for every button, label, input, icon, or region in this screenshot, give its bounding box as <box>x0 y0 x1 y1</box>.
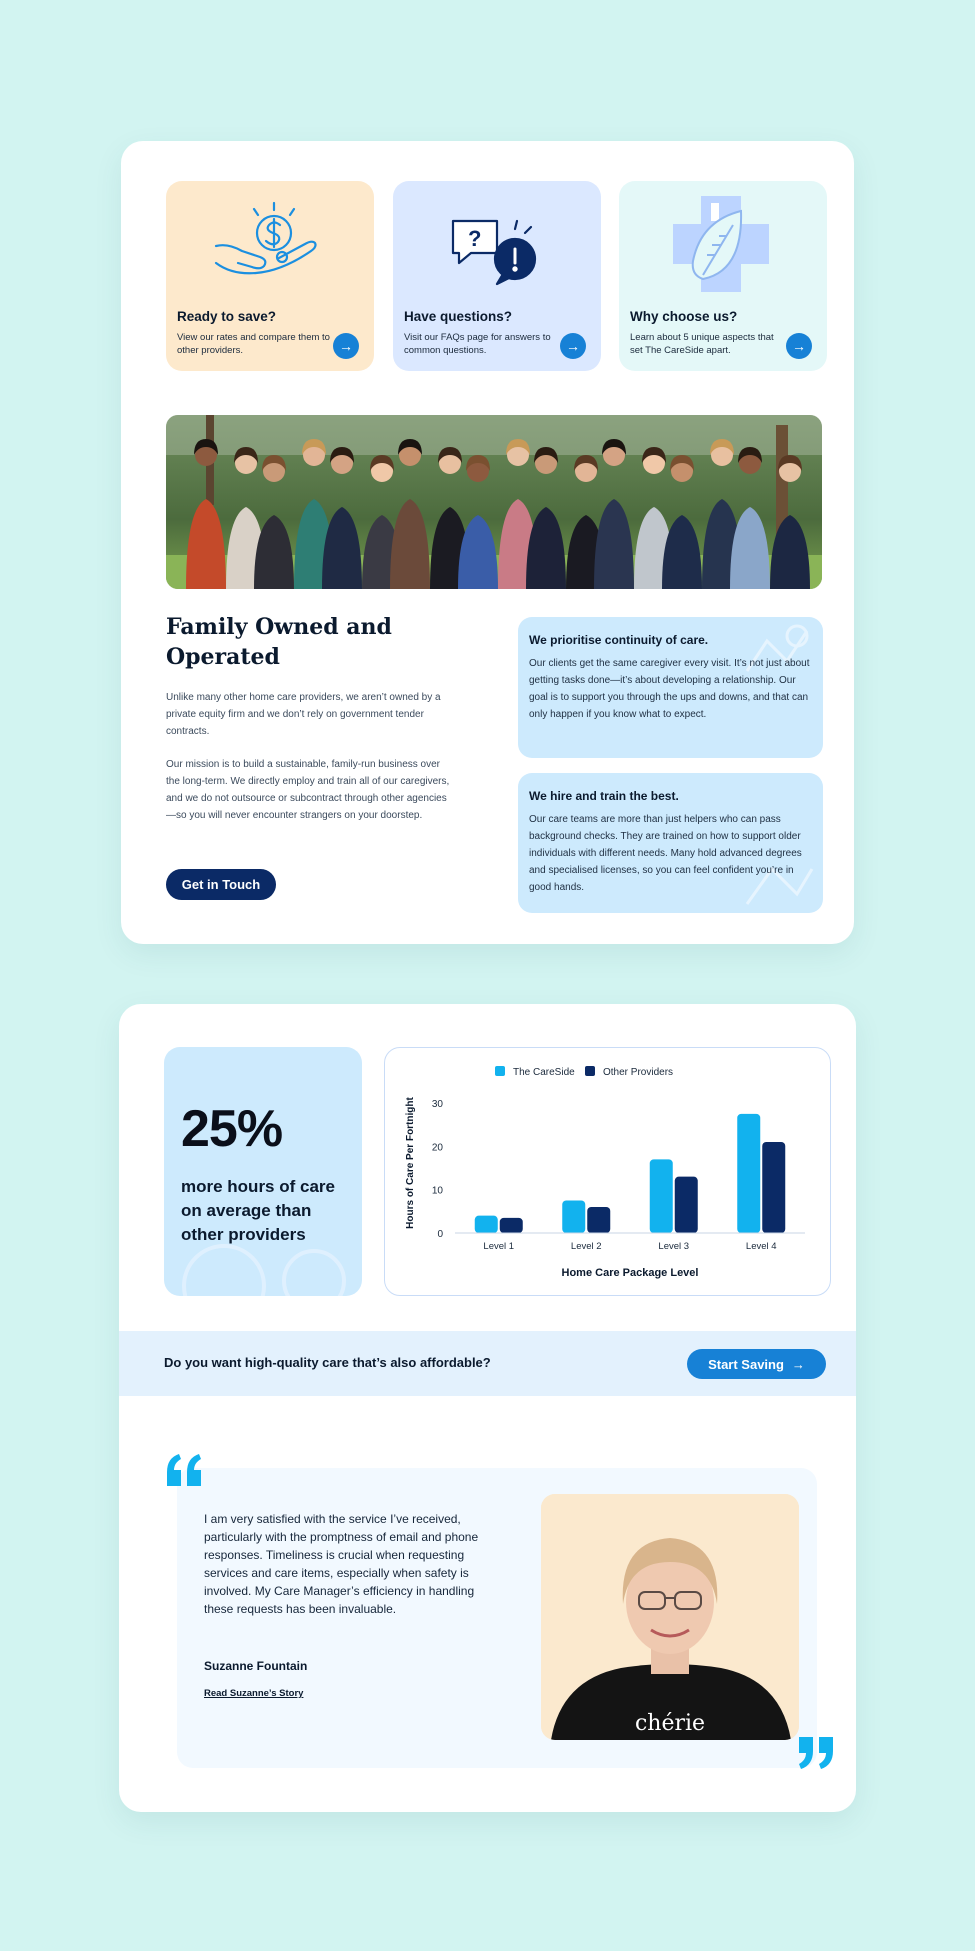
button-label: Start Saving <box>708 1356 784 1372</box>
stat-value: 25% <box>181 1100 283 1158</box>
x-axis-label: Home Care Package Level <box>561 1267 699 1279</box>
card-why-choose-us[interactable] <box>619 181 827 371</box>
hand-dollar-icon <box>166 181 374 301</box>
testimonial-quote: I am very satisfied with the service I’ve received, particularly with the promptness of email and phone responses. Timeliness is crucial when requesting services and care items, especially when safety is involved. My Care Manager’s efficiency in handling these requests has been invaluable. <box>204 1512 479 1616</box>
card-have-questions[interactable] <box>393 181 601 371</box>
cta-text: Do you want high-quality care that’s also affordable? <box>164 1355 491 1370</box>
y-axis-label: Hours of Care Per Fortnight <box>405 1097 416 1229</box>
paragraph: Our mission is to build a sustainable, family-run business over the long-term. We directly employ and train all of our caregivers, and we do not outsource or subcontract through other agencies—so you will never encounter strangers on your doorstep. <box>166 759 450 821</box>
card-title: Why choose us? <box>630 309 738 324</box>
info-box-continuity <box>518 617 823 758</box>
box-title: We hire and train the best. <box>529 789 679 803</box>
section-title: Family Owned and Operated <box>166 614 392 670</box>
x-tick-label: Level 4 <box>745 1241 777 1252</box>
box-title: We prioritise continuity of care. <box>529 633 709 647</box>
x-tick-label: Level 1 <box>483 1241 515 1252</box>
card-description: Learn about 5 unique aspects that set The CareSide apart. <box>630 332 774 356</box>
arrow-right-icon[interactable]: → <box>333 333 359 359</box>
bar <box>475 1216 498 1233</box>
bar <box>562 1201 585 1234</box>
get-in-touch-button[interactable]: Get in Touch <box>166 869 276 900</box>
quote-close-icon <box>793 1735 837 1771</box>
author-name: Suzanne Fountain <box>204 1659 308 1673</box>
legend-swatch <box>585 1066 595 1076</box>
bar <box>650 1159 673 1233</box>
y-tick-label: 30 <box>431 1099 443 1110</box>
bar <box>675 1177 698 1233</box>
features-panel <box>121 141 854 944</box>
stats-panel <box>119 1004 856 1812</box>
y-tick-label: 0 <box>437 1229 443 1240</box>
stat-caption: more hours of care on average than other providers <box>181 1177 335 1244</box>
speech-bubbles-icon <box>393 181 601 301</box>
legend-swatch <box>495 1066 505 1076</box>
card-description: Visit our FAQs page for answers to common questions. <box>404 332 551 356</box>
legend-label: Other Providers <box>603 1067 674 1078</box>
arrow-right-icon[interactable]: → <box>786 333 812 359</box>
card-ready-to-save[interactable] <box>166 181 374 371</box>
stat-box <box>164 1047 362 1296</box>
x-tick-label: Level 2 <box>570 1241 602 1252</box>
arrow-right-icon: → <box>791 1356 805 1372</box>
leaf-cross-icon <box>619 181 827 301</box>
chart-canvas <box>385 1048 832 1297</box>
team-photo <box>166 415 822 589</box>
testimonial-portrait <box>541 1494 799 1740</box>
cta-strip <box>119 1331 856 1396</box>
y-tick-label: 20 <box>431 1142 443 1154</box>
bar-chart <box>384 1047 831 1296</box>
x-tick-label: Level 3 <box>658 1241 690 1252</box>
card-title: Ready to save? <box>177 309 277 324</box>
arrow-right-icon[interactable]: → <box>560 333 586 359</box>
box-text: Our care teams are more than just helpers who can pass background checks. They are trained on how to support older individuals with different needs. Many hold advanced degrees and specialised licenses, so you can feel confident you’re in good hands. <box>529 814 802 893</box>
info-box-train <box>518 773 823 913</box>
read-story-link[interactable]: Read Suzanne’s Story <box>204 1688 304 1699</box>
card-title: Have questions? <box>404 309 513 324</box>
box-text: Our clients get the same caregiver every visit. It’s not just about getting tasks done—it’s about developing a relationship. Our goal is to support you through the ups and downs, and that can only happen if you know what to expect. <box>529 658 810 720</box>
bar <box>737 1114 760 1233</box>
bar <box>500 1218 523 1233</box>
quote-open-icon <box>163 1452 207 1488</box>
svg-text:?: ? <box>468 226 482 251</box>
paragraph: Unlike many other home care providers, we aren’t owned by a private equity firm and we don’t rely on government tender contracts. <box>166 692 441 737</box>
shirt-text: chérie <box>634 1711 706 1736</box>
y-tick-label: 10 <box>431 1185 443 1197</box>
bar <box>587 1207 610 1233</box>
start-saving-button[interactable] <box>687 1349 826 1379</box>
legend-label: The CareSide <box>513 1067 575 1078</box>
card-description: View our rates and compare them to other providers. <box>177 332 330 356</box>
bar <box>762 1142 785 1233</box>
